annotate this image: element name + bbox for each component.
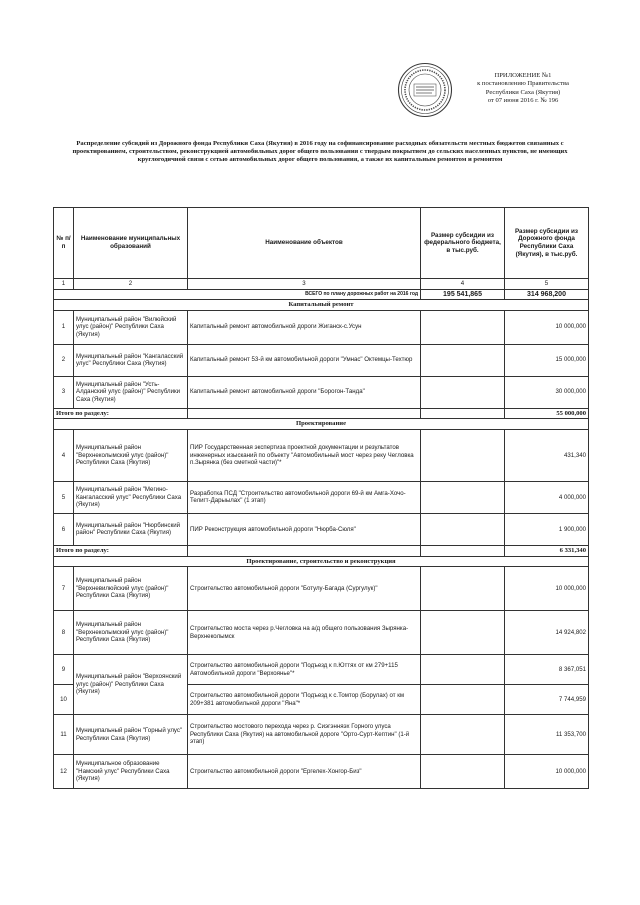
row-municipality: Муниципальный район "Верхнеколымский улус (район)" Республики Саха (Якутия) xyxy=(74,429,188,481)
row-object: Разработка ПСД "Строительство автомобильной дороги 69-й км Амга-Хочо-Телигт-Дарыылах" (1 этап) xyxy=(188,481,421,513)
subsidy-table xyxy=(53,207,589,789)
row-object: ПИР Государственная экспертиза проектной документации и результатов инженерных изысканий по объекту "Автомобильный мост через реку Чегловка п.Зырянка (без сметной части)"* xyxy=(188,429,421,481)
table-row xyxy=(54,481,589,513)
column-number-row xyxy=(54,279,589,290)
row-federal xyxy=(421,429,505,481)
section-total-regional: 6 331,340 xyxy=(505,545,589,556)
table-row xyxy=(54,611,589,655)
row-municipality: Муниципальный район "Вилюйский улус (район)" Республики Саха (Якутия) xyxy=(74,310,188,344)
table-row xyxy=(54,344,589,376)
row-regional: 8 367,051 xyxy=(505,655,589,685)
section-title: Капитальный ремонт xyxy=(54,300,589,311)
row-federal xyxy=(421,376,505,408)
row-municipality: Муниципальное образование "Намский улус" Республики Саха (Якутия) xyxy=(74,755,188,789)
header-objects: Наименование объектов xyxy=(188,208,421,279)
row-object: Строительство автомобильной дороги "Ботулу-Багада (Сургулук)" xyxy=(188,567,421,611)
row-federal xyxy=(421,567,505,611)
section-total-regional: 55 000,000 xyxy=(505,408,589,419)
row-regional: 11 353,700 xyxy=(505,715,589,755)
header-regional: Размер субсидии из Дорожного фонда Республики Саха (Якутия), в тыс.руб. xyxy=(505,208,589,279)
row-federal xyxy=(421,481,505,513)
appendix-header xyxy=(448,72,598,106)
row-num: 7 xyxy=(54,567,74,611)
row-num: 1 xyxy=(54,310,74,344)
row-object: Строительство автомобильной дороги "Ергелех-Хонгор-Биз" xyxy=(188,755,421,789)
row-municipality: Муниципальный район "Усть-Алданский улус (район)" Республики Саха (Якутия) xyxy=(74,376,188,408)
row-num: 6 xyxy=(54,513,74,545)
row-object: Строительство мостового перехода через р. Сиэгэнняэх Горного улуса Республики Саха (Якутия) на автомобильной дороге "Орто-Сурт-Кептин" (1-й этап) xyxy=(188,715,421,755)
section-title: Проектирование xyxy=(54,419,589,430)
row-federal xyxy=(421,755,505,789)
header-federal: Размер субсидии из федерального бюджета, в тыс.руб. xyxy=(421,208,505,279)
appendix-line-2: к постановлению Правительства xyxy=(477,80,569,88)
row-regional: 4 000,000 xyxy=(505,481,589,513)
header-municipality: Наименование муниципальных образований xyxy=(74,208,188,279)
header-num: № п/п xyxy=(54,208,74,279)
row-federal xyxy=(421,344,505,376)
col-number: 5 xyxy=(505,279,589,290)
row-federal xyxy=(421,310,505,344)
row-municipality: Муниципальный район "Кангаласский улус" Республики Саха (Якутия) xyxy=(74,344,188,376)
row-regional: 10 000,000 xyxy=(505,310,589,344)
section-total-label: Итого по разделу: xyxy=(54,408,188,419)
col-number: 1 xyxy=(54,279,74,290)
section-total-label: Итого по разделу: xyxy=(54,545,188,556)
table-row xyxy=(54,755,589,789)
grand-total-federal: 195 541,865 xyxy=(421,289,505,300)
row-regional: 15 000,000 xyxy=(505,344,589,376)
appendix-line-1: ПРИЛОЖЕНИЕ №1 xyxy=(494,72,552,79)
row-object: Капитальный ремонт автомобильной дороги Жиганск-с.Усун xyxy=(188,310,421,344)
section-row xyxy=(54,419,589,430)
table-row xyxy=(54,429,589,481)
row-municipality: Муниципальный район "Верхнеколымский улус (район)" Республики Саха (Якутия) xyxy=(74,611,188,655)
section-row xyxy=(54,556,589,567)
row-regional: 10 000,000 xyxy=(505,567,589,611)
table-row xyxy=(54,715,589,755)
row-num: 5 xyxy=(54,481,74,513)
row-num: 11 xyxy=(54,715,74,755)
row-object: Строительство автомобильной дороги "Подъезд к с.Томтор (Борулах) от км 209+381 автомобильной дороги "Яна"* xyxy=(188,685,421,715)
row-federal xyxy=(421,513,505,545)
row-municipality: Муниципальный район "Мегино-Кангаласский улус" Республики Саха (Якутия) xyxy=(74,481,188,513)
table-header-row xyxy=(54,208,589,279)
row-object: Капитальный ремонт автомобильной дороги "Борогон-Танда" xyxy=(188,376,421,408)
table-row xyxy=(54,513,589,545)
row-num: 3 xyxy=(54,376,74,408)
row-regional: 7 744,959 xyxy=(505,685,589,715)
row-object: Строительство моста через р.Чегловка на а/д общего пользования Зырянка-Верхнеколымск xyxy=(188,611,421,655)
row-regional: 30 000,000 xyxy=(505,376,589,408)
row-municipality: Муниципальный район "Верхоянский улус (район)" Республики Саха (Якутия) xyxy=(74,655,188,715)
row-object: Капитальный ремонт 53-й км автомобильной дороги "Умнас" Октемцы-Техтюр xyxy=(188,344,421,376)
row-num: 2 xyxy=(54,344,74,376)
col-number: 3 xyxy=(188,279,421,290)
row-num: 10 xyxy=(54,685,74,715)
row-federal xyxy=(421,715,505,755)
grand-total-label: ВСЕГО по плану дорожных работ на 2016 год xyxy=(54,289,421,300)
grand-total-row xyxy=(54,289,589,300)
row-object: Строительство автомобильной дороги "Подъезд к п.Юттях от км 279+115 Автомобильной дороги "Верхоянье"* xyxy=(188,655,421,685)
row-federal xyxy=(421,685,505,715)
row-object: ПИР Реконструкция автомобильной дороги "Нюрба-Сюля" xyxy=(188,513,421,545)
row-num: 12 xyxy=(54,755,74,789)
table-row xyxy=(54,655,589,685)
table-row xyxy=(54,567,589,611)
row-regional: 431,340 xyxy=(505,429,589,481)
table-row xyxy=(54,376,589,408)
table-row xyxy=(54,310,589,344)
grand-total-regional: 314 968,200 xyxy=(505,289,589,300)
section-title: Проектирование, строительство и реконструкция xyxy=(54,556,589,567)
section-total-row xyxy=(54,408,589,419)
appendix-line-3: Республики Саха (Якутия) xyxy=(485,88,561,96)
document-title: Распределение субсидий из Дорожного фонда Республики Саха (Якутия) в 2016 году на софинансирование расходных обязательств местных бюджетов связанных с проектированием, строительством, реконструкцией автомобильных дорог общего пользования с твердым покрытием до сельских населенных пунктов, не имеющих круглогодичной связи с сетью автомобильных дорог общего пользования, а также их капитальным ремонтом и ремонтом xyxy=(72,140,568,164)
section-total-row xyxy=(54,545,589,556)
section-row xyxy=(54,300,589,311)
row-regional: 14 924,802 xyxy=(505,611,589,655)
row-municipality: Муниципальный район "Верхневилюйский улус (район)" Республики Саха (Якутия) xyxy=(74,567,188,611)
col-number: 4 xyxy=(421,279,505,290)
row-num: 4 xyxy=(54,429,74,481)
row-municipality: Муниципальный район "Горный улус" Республики Саха (Якутия) xyxy=(74,715,188,755)
row-num: 8 xyxy=(54,611,74,655)
row-federal xyxy=(421,655,505,685)
row-regional: 10 000,000 xyxy=(505,755,589,789)
row-federal xyxy=(421,611,505,655)
appendix-line-4: от 07 июня 2016 г. № 196 xyxy=(487,97,559,105)
official-seal-icon xyxy=(397,62,453,118)
row-num: 9 xyxy=(54,655,74,685)
row-municipality: Муниципальный район "Нюрбинский район" Республики Саха (Якутия) xyxy=(74,513,188,545)
col-number: 2 xyxy=(74,279,188,290)
row-regional: 1 900,000 xyxy=(505,513,589,545)
